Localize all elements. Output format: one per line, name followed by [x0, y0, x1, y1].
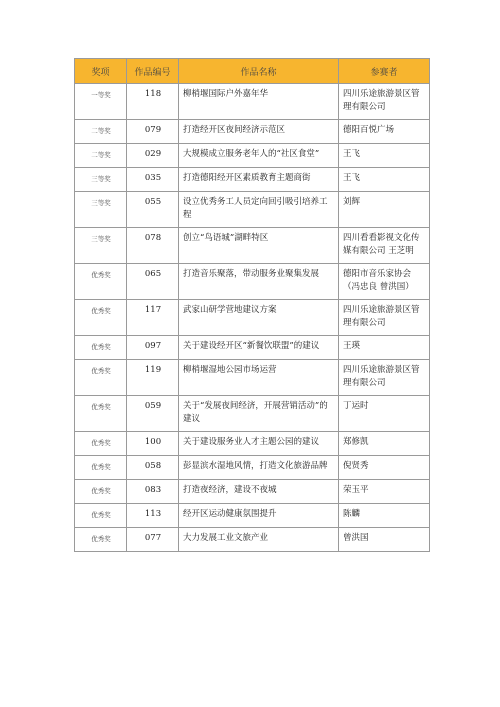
table-row [75, 120, 430, 144]
name-cell: 武家山研学营地建议方案 [179, 300, 339, 336]
name-cell: 柳梢堰国际户外嘉年华 [179, 84, 339, 120]
award-cell: 优秀奖 [75, 456, 127, 480]
header-award: 奖项 [75, 59, 127, 84]
entrant-cell: 王飞 [339, 144, 430, 168]
number-cell: 055 [127, 192, 179, 228]
awards-table [74, 58, 430, 552]
number-cell: 100 [127, 432, 179, 456]
name-cell: 打造夜经济，建设不夜城 [179, 480, 339, 504]
table-row [75, 480, 430, 504]
name-cell: 打造音乐聚落，带动服务业聚集发展 [179, 264, 339, 300]
name-cell: 打造德阳经开区素质教育主题商街 [179, 168, 339, 192]
table-row [75, 228, 430, 264]
name-cell: 大力发展工业文旅产业 [179, 528, 339, 552]
table-row [75, 264, 430, 300]
award-cell: 优秀奖 [75, 300, 127, 336]
entrant-cell: 荣玉平 [339, 480, 430, 504]
entrant-cell: 丁运时 [339, 396, 430, 432]
name-cell: 经开区运动健康氛围提升 [179, 504, 339, 528]
name-cell: 关于“发展夜间经济，开展营销活动”的建议 [179, 396, 339, 432]
entrant-cell: 四川乐途旅游景区管理有限公司 [339, 300, 430, 336]
number-cell: 078 [127, 228, 179, 264]
table-row [75, 432, 430, 456]
entrant-cell: 倪贤秀 [339, 456, 430, 480]
entrant-cell: 郑修凯 [339, 432, 430, 456]
table-row [75, 396, 430, 432]
award-cell: 优秀奖 [75, 336, 127, 360]
award-cell: 优秀奖 [75, 504, 127, 528]
number-cell: 097 [127, 336, 179, 360]
award-cell: 优秀奖 [75, 528, 127, 552]
entrant-cell: 四川乐途旅游景区管理有限公司 [339, 360, 430, 396]
number-cell: 077 [127, 528, 179, 552]
table-row [75, 84, 430, 120]
entrant-cell: 王瑛 [339, 336, 430, 360]
number-cell: 029 [127, 144, 179, 168]
award-cell: 一等奖 [75, 84, 127, 120]
name-cell: 创立“鸟语城”湖畔特区 [179, 228, 339, 264]
award-cell: 二等奖 [75, 144, 127, 168]
number-cell: 083 [127, 480, 179, 504]
table-row [75, 144, 430, 168]
entrant-cell: 德阳百悦广场 [339, 120, 430, 144]
entrant-cell: 四川看看影视文化传媒有限公司 王芝明 [339, 228, 430, 264]
number-cell: 119 [127, 360, 179, 396]
table-row [75, 300, 430, 336]
name-cell: 大规模成立服务老年人的“社区食堂” [179, 144, 339, 168]
number-cell: 058 [127, 456, 179, 480]
award-cell: 优秀奖 [75, 360, 127, 396]
header-number: 作品编号 [127, 59, 179, 84]
name-cell: 关于建设服务业人才主题公园的建议 [179, 432, 339, 456]
table-row [75, 360, 430, 396]
number-cell: 035 [127, 168, 179, 192]
award-cell: 优秀奖 [75, 432, 127, 456]
number-cell: 118 [127, 84, 179, 120]
name-cell: 设立优秀务工人员定向回引吸引培养工程 [179, 192, 339, 228]
table-row [75, 168, 430, 192]
number-cell: 079 [127, 120, 179, 144]
entrant-cell: 王飞 [339, 168, 430, 192]
number-cell: 059 [127, 396, 179, 432]
name-cell: 关于建设经开区“新餐饮联盟”的建议 [179, 336, 339, 360]
table-row [75, 504, 430, 528]
table-row [75, 336, 430, 360]
award-cell: 优秀奖 [75, 264, 127, 300]
entrant-cell: 德阳市音乐家协会（冯忠良 曾洪国） [339, 264, 430, 300]
award-cell: 优秀奖 [75, 396, 127, 432]
table-row [75, 192, 430, 228]
entrant-cell: 陈麟 [339, 504, 430, 528]
header-entrant: 参赛者 [339, 59, 430, 84]
table-header-row [75, 59, 430, 84]
entrant-cell: 四川乐途旅游景区管理有限公司 [339, 84, 430, 120]
award-cell: 三等奖 [75, 192, 127, 228]
header-name: 作品名称 [179, 59, 339, 84]
table-row [75, 456, 430, 480]
award-cell: 三等奖 [75, 228, 127, 264]
name-cell: 彭显滨水湿地风情，打造文化旅游品牌 [179, 456, 339, 480]
award-cell: 优秀奖 [75, 480, 127, 504]
number-cell: 113 [127, 504, 179, 528]
entrant-cell: 刘辉 [339, 192, 430, 228]
number-cell: 117 [127, 300, 179, 336]
award-cell: 二等奖 [75, 120, 127, 144]
table-row [75, 528, 430, 552]
table-body [75, 84, 430, 552]
entrant-cell: 曾洪国 [339, 528, 430, 552]
name-cell: 打造经开区夜间经济示范区 [179, 120, 339, 144]
award-cell: 三等奖 [75, 168, 127, 192]
name-cell: 柳梢堰湿地公园市场运营 [179, 360, 339, 396]
number-cell: 065 [127, 264, 179, 300]
